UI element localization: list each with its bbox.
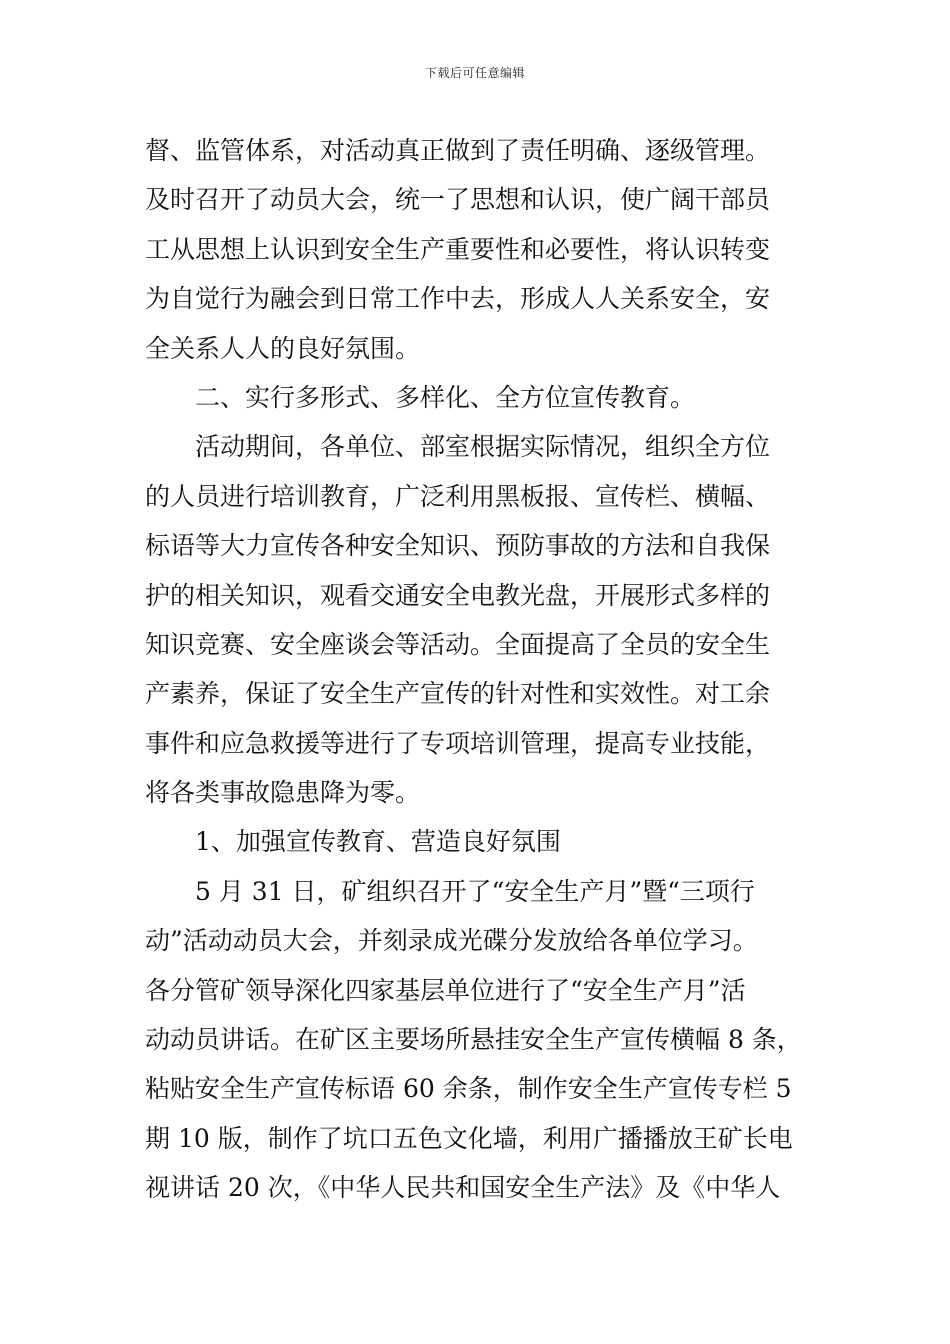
heading-line: 二、实行多形式、多样化、全方位宣传教育。 — [145, 382, 696, 412]
text-line: 期 10 版，制作了坑口五色文化墙，利用广播播放王矿长电 — [145, 1123, 793, 1153]
text-line: 及时召开了动员大会，统一了思想和认识，使广阔干部员 — [145, 185, 771, 215]
paragraph-responsibility — [145, 126, 813, 373]
subsection-heading-1 — [145, 817, 813, 866]
text-line: 全关系人人的良好氛围。 — [145, 333, 421, 363]
heading-line: 1、加强宣传教育、营造良好氛围 — [145, 827, 561, 857]
page-header-note: 下载后可任意编辑 — [424, 66, 525, 80]
text-line: 将各类事故隐患降为零。 — [145, 778, 421, 808]
text-line: 各分管矿领导深化四家基层单位进行了“安全生产月”活 — [145, 975, 746, 1005]
paragraph-activities — [145, 422, 813, 817]
text-line: 知识竞赛、安全座谈会等活动。全面提高了全员的安全生 — [145, 629, 771, 659]
text-line: 活动期间，各单位、部室根据实际情况，组织全方位 — [145, 432, 771, 462]
text-line: 视讲话 20 次，《中华人民共和国安全生产法》及《中华人 — [145, 1173, 781, 1203]
text-line: 粘贴安全生产宣传标语 60 余条，制作安全生产宣传专栏 5 — [145, 1074, 792, 1104]
text-line: 5 月 31 日，矿组织召开了“安全生产月”暨“三项行 — [145, 876, 755, 906]
text-line: 标语等大力宣传各种安全知识、预防事故的方法和自我保 — [145, 531, 771, 561]
text-line: 事件和应急救援等进行了专项培训管理，提高专业技能， — [145, 728, 771, 758]
paragraph-may-31 — [145, 867, 813, 1213]
text-line: 督、监管体系，对活动真正做到了责任明确、逐级管理。 — [145, 136, 771, 165]
text-line: 动”活动动员大会，并刻录成光碟分发放给各单位学习。 — [145, 926, 758, 956]
text-line: 动动员讲话。在矿区主要场所悬挂安全生产宣传横幅 8 条， — [145, 1025, 802, 1055]
text-line: 工从思想上认识到安全生产重要性和必要性，将认识转变 — [145, 234, 771, 264]
text-line: 的人员进行培训教育，广泛利用黑板报、宣传栏、横幅、 — [145, 481, 771, 511]
document-body — [145, 126, 813, 1213]
text-line: 护的相关知识，观看交通安全电教光盘，开展形式多样的 — [145, 580, 771, 610]
text-line: 为自觉行为融会到日常工作中去，形成人人关系安全，安 — [145, 284, 771, 314]
text-line: 产素养，保证了安全生产宣传的针对性和实效性。对工余 — [145, 679, 771, 709]
section-heading-2 — [145, 373, 813, 422]
